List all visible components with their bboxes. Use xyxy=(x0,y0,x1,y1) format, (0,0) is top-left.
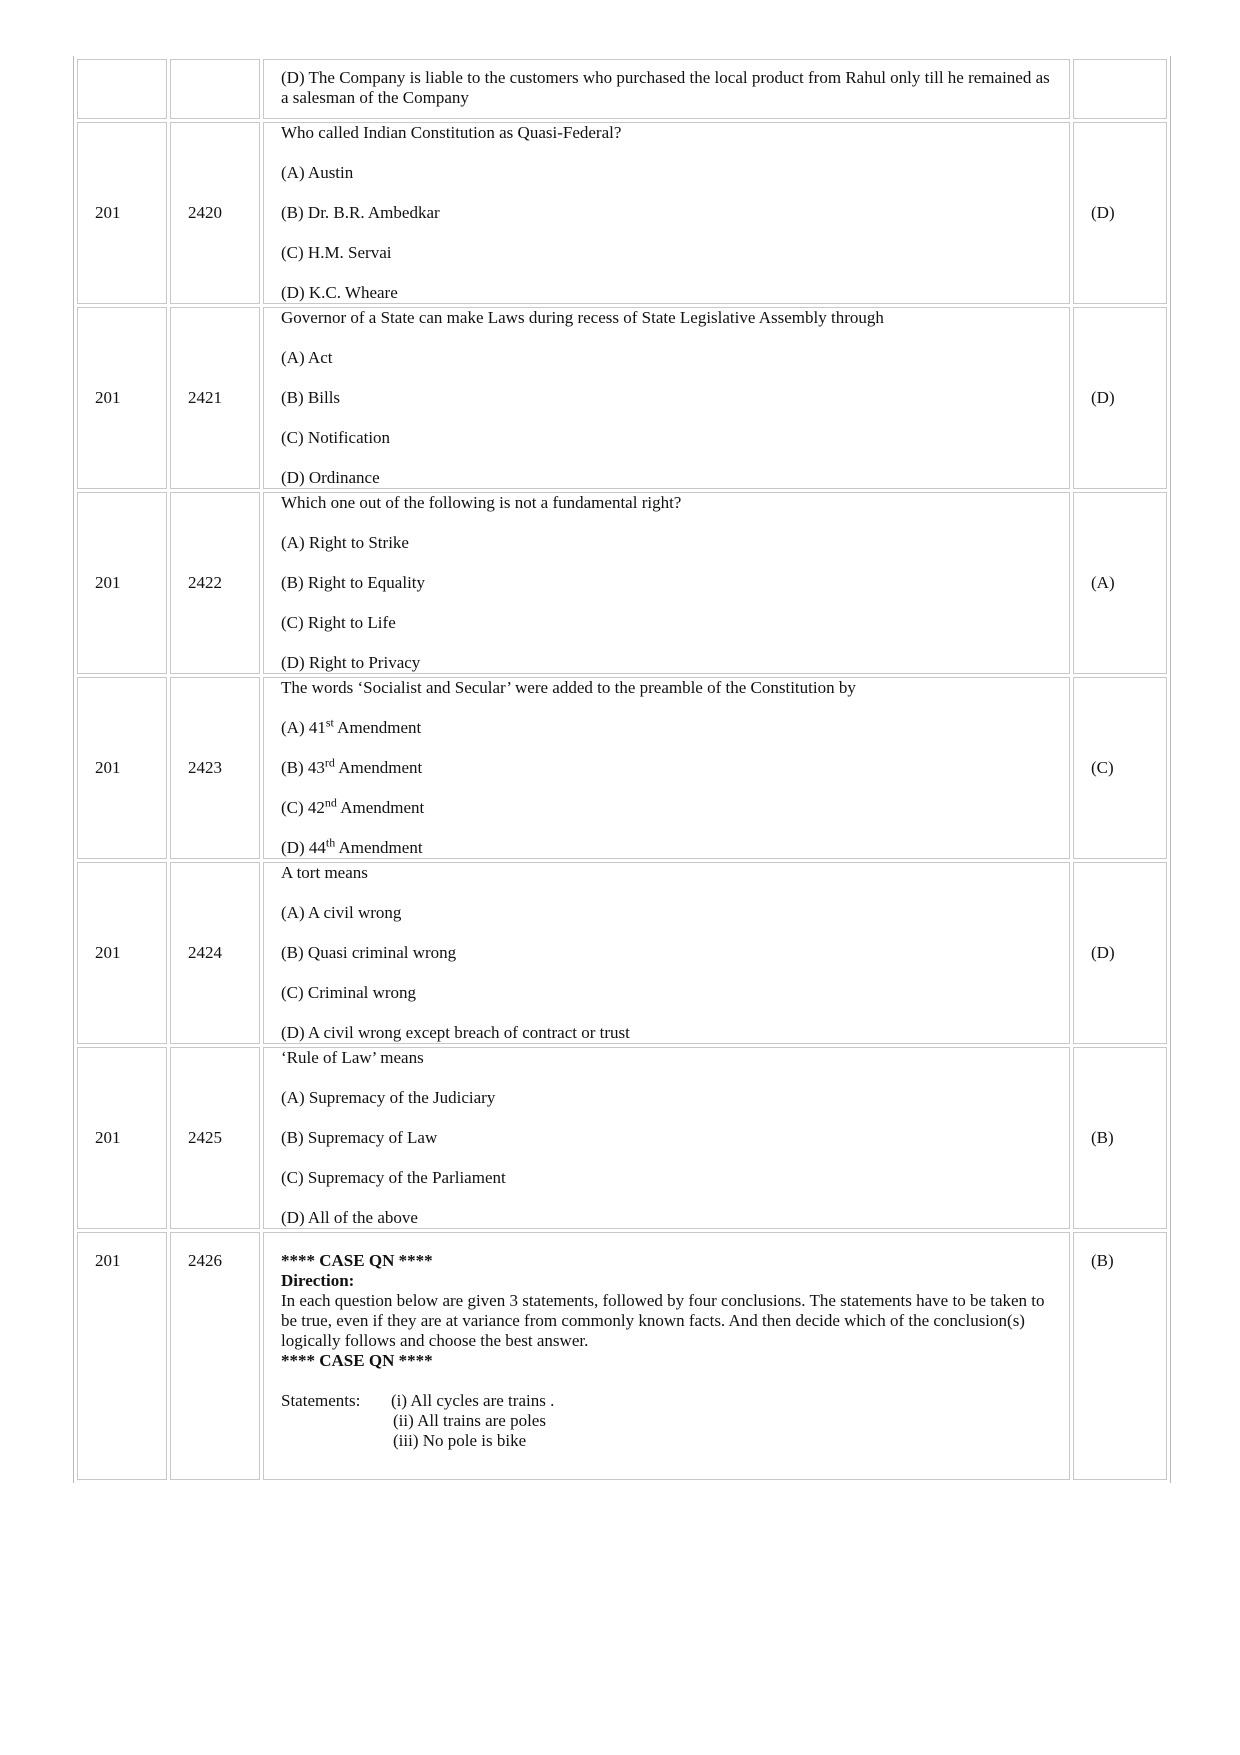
option-b: (B) Right to Equality xyxy=(281,573,426,592)
table-row xyxy=(77,59,1167,119)
statement-item: (i) All cycles are trains . xyxy=(391,1391,555,1410)
question-table xyxy=(73,56,1171,1483)
subject-cell: 201 xyxy=(77,492,167,674)
question-cell xyxy=(263,862,1070,1044)
question-cell xyxy=(263,492,1070,674)
option-a: (A) Austin xyxy=(281,163,354,182)
statements-list xyxy=(391,1391,554,1451)
answer-cell: (D) xyxy=(1073,307,1167,489)
case-marker-end: **** CASE QN **** xyxy=(281,1351,433,1370)
subject-cell: 201 xyxy=(77,307,167,489)
table-row xyxy=(77,122,1167,304)
option-c: (C) Notification xyxy=(281,428,391,447)
subject-cell xyxy=(77,59,167,119)
option-d: (D) K.C. Wheare xyxy=(281,283,398,302)
question-number-cell: 2423 xyxy=(170,677,260,859)
subject-cell: 201 xyxy=(77,1232,167,1480)
question-cell xyxy=(263,1232,1070,1480)
option-b: (B) Dr. B.R. Ambedkar xyxy=(281,203,440,222)
option-d: (D) Right to Privacy xyxy=(281,653,421,672)
option-b: (B) Bills xyxy=(281,388,341,407)
option-c: (C) Right to Life xyxy=(281,613,396,632)
table-row xyxy=(77,677,1167,859)
table-row xyxy=(77,1047,1167,1229)
question-cell xyxy=(263,307,1070,489)
option-a: (A) 41st Amendment xyxy=(281,715,422,737)
statement-item: (iii) No pole is bike xyxy=(393,1431,527,1450)
statement-item: (ii) All trains are poles xyxy=(393,1411,546,1430)
option-a: (A) A civil wrong xyxy=(281,903,402,922)
question-text: Which one out of the following is not a fundamental right? xyxy=(281,493,682,512)
answer-cell: (A) xyxy=(1073,492,1167,674)
question-cell xyxy=(263,59,1070,119)
question-number-cell: 2421 xyxy=(170,307,260,489)
option-a: (A) Act xyxy=(281,348,333,367)
option-d: (D) All of the above xyxy=(281,1208,418,1227)
option-c: (C) Criminal wrong xyxy=(281,983,417,1002)
table-row xyxy=(77,492,1167,674)
direction-text: In each question below are given 3 statements, followed by four conclusions. The statements have to be taken to be true, even if they are at variance from commonly known facts. And then decide which of the conclusion(s) logically follows and choose the best answer. xyxy=(281,1291,1045,1350)
option-a: (A) Supremacy of the Judiciary xyxy=(281,1088,496,1107)
answer-cell: (C) xyxy=(1073,677,1167,859)
question-number-cell xyxy=(170,59,260,119)
statements-label: Statements: xyxy=(281,1391,361,1410)
option-text: (D) The Company is liable to the customers who purchased the local product from Rahul only till he remained as a salesman of the Company xyxy=(281,68,1050,107)
question-cell xyxy=(263,122,1070,304)
option-d: (D) 44th Amendment xyxy=(281,835,423,857)
question-cell xyxy=(263,1047,1070,1229)
question-number-cell: 2422 xyxy=(170,492,260,674)
case-marker: **** CASE QN **** xyxy=(281,1251,433,1270)
question-number-cell: 2424 xyxy=(170,862,260,1044)
question-text: Who called Indian Constitution as Quasi-Federal? xyxy=(281,123,622,142)
subject-cell: 201 xyxy=(77,1047,167,1229)
table-row xyxy=(77,862,1167,1044)
direction-label: Direction: xyxy=(281,1271,355,1290)
question-number-cell: 2425 xyxy=(170,1047,260,1229)
subject-cell: 201 xyxy=(77,677,167,859)
question-text: The words ‘Socialist and Secular’ were added to the preamble of the Constitution by xyxy=(281,678,856,697)
answer-cell: (D) xyxy=(1073,862,1167,1044)
subject-cell: 201 xyxy=(77,862,167,1044)
question-number-cell: 2420 xyxy=(170,122,260,304)
subject-cell: 201 xyxy=(77,122,167,304)
option-d: (D) A civil wrong except breach of contract or trust xyxy=(281,1023,630,1042)
question-cell xyxy=(263,677,1070,859)
question-text: A tort means xyxy=(281,863,368,882)
option-b: (B) Quasi criminal wrong xyxy=(281,943,457,962)
option-c: (C) Supremacy of the Parliament xyxy=(281,1168,506,1187)
option-c: (C) H.M. Servai xyxy=(281,243,392,262)
answer-cell: (D) xyxy=(1073,122,1167,304)
table-row xyxy=(77,1232,1167,1480)
question-text: Governor of a State can make Laws during recess of State Legislative Assembly through xyxy=(281,308,884,327)
option-d: (D) Ordinance xyxy=(281,468,380,487)
option-a: (A) Right to Strike xyxy=(281,533,409,552)
question-text: ‘Rule of Law’ means xyxy=(281,1048,424,1067)
table-row xyxy=(77,307,1167,489)
question-number-cell: 2426 xyxy=(170,1232,260,1480)
option-c: (C) 42nd Amendment xyxy=(281,795,425,817)
option-b: (B) 43rd Amendment xyxy=(281,755,423,777)
statements-block xyxy=(281,1391,1052,1451)
answer-cell xyxy=(1073,59,1167,119)
answer-cell: (B) xyxy=(1073,1047,1167,1229)
answer-cell: (B) xyxy=(1073,1232,1167,1480)
option-b: (B) Supremacy of Law xyxy=(281,1128,438,1147)
